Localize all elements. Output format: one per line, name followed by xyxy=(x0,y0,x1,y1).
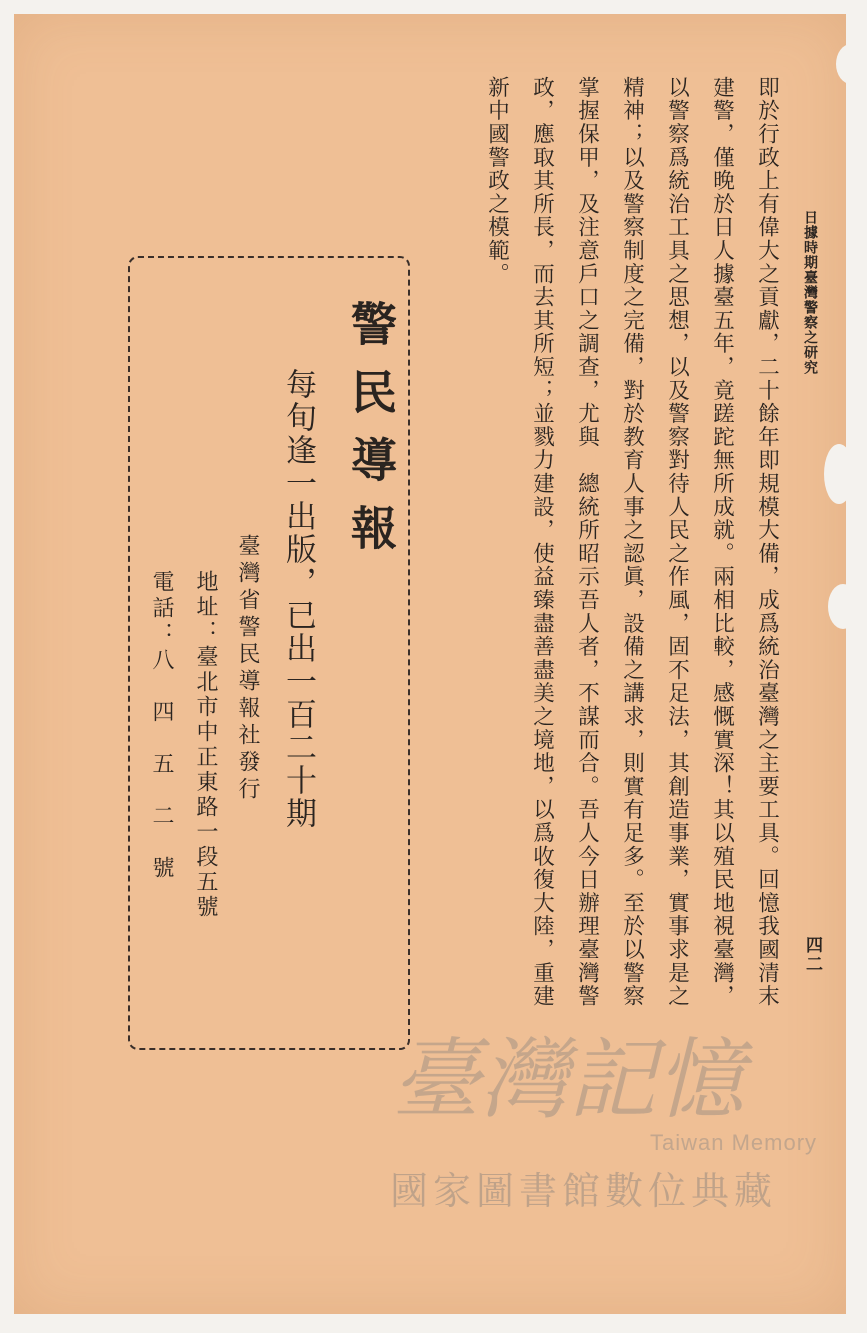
ad-address: 地址：臺北市中正東路一段五號 xyxy=(193,570,218,920)
ad-title: 警民導報 xyxy=(344,300,398,572)
body-text-column: 即於行政上有偉大之貢獻，二十餘年即規模大備，成爲統治臺灣之主要工具。回憶我國清末 xyxy=(754,76,780,1008)
ad-phone: 電話：八 四 五 二 號 xyxy=(149,570,174,882)
page-edge-notch xyxy=(828,584,858,629)
page-edge-notch xyxy=(836,44,866,84)
body-text-column: 新中國警政之模範。 xyxy=(484,76,510,286)
running-header: 日據時期臺灣警察之研究 xyxy=(802,210,818,375)
ad-publisher: 臺灣省警民導報社發行 xyxy=(235,534,260,804)
watermark-glyphs: 臺灣記憶 xyxy=(392,1028,745,1131)
body-text-column: 精神；以及警察制度之完備，對於教育人事之認眞，設備之講求，則實有足多。至於以警察 xyxy=(619,76,645,1008)
ad-subtitle: 每旬逢一出版，已出一百二十期 xyxy=(280,368,316,830)
body-text-column: 建警，僅晚於日人據臺五年，竟蹉跎無所成就。兩相比較，感慨實深！其以殖民地視臺灣， xyxy=(709,76,735,1008)
watermark-english: Taiwan Memory xyxy=(650,1130,818,1155)
page-edge-notch xyxy=(824,444,854,504)
watermark-chinese: 國家圖書館數位典藏 xyxy=(390,1169,778,1213)
body-text-column: 掌握保甲，及注意戶口之調查，尤與 總統所昭示吾人者，不謀而合。吾人今日辦理臺灣警 xyxy=(574,76,600,1008)
page-number: 四二 xyxy=(802,936,822,974)
body-text-column: 政，應取其所長，而去其所短；並戮力建設，使益臻盡善盡美之境地，以爲收復大陸，重建 xyxy=(529,76,555,1008)
body-text-column: 以警察爲統治工具之思想，以及警察對待人民之作風，固不足法，其創造事業，實事求是之 xyxy=(664,76,690,1008)
